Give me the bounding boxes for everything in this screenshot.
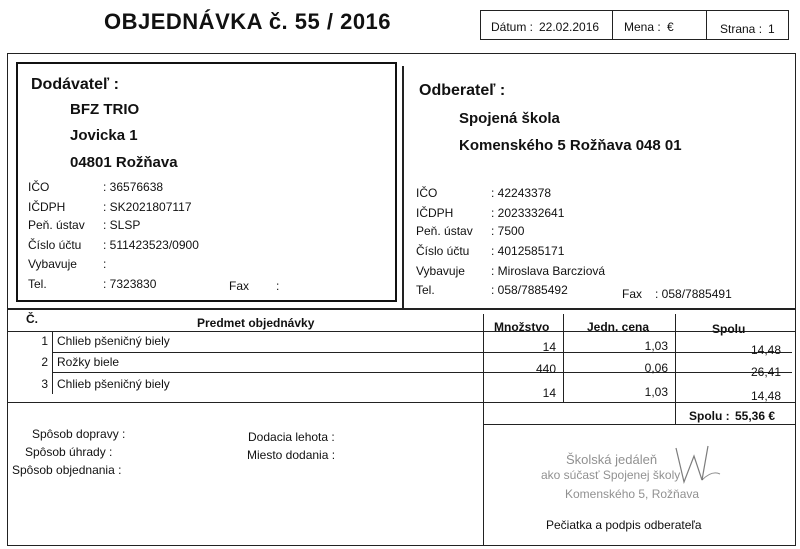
supplier-field-label: Peň. ústav [28,218,85,232]
customer-field-value: : Miroslava Barcziová [491,264,606,278]
table-row-no: 1 [41,334,48,348]
customer-field-label: Tel. [416,283,435,297]
customer-field-label: IČDPH [416,206,454,220]
page-value: 1 [768,22,775,36]
stamp-line-3: Komenského 5, Rožňava [565,487,700,501]
table-header-rule [8,331,795,332]
signature-mark [668,440,728,490]
table-row-item: Chlieb pšeničný biely [57,377,170,391]
customer-fax-label: Fax [622,287,643,301]
document-title: OBJEDNÁVKA č. 55 / 2016 [104,9,392,34]
date-value: 22.02.2016 [539,20,600,34]
table-row-item: Chlieb pšeničný biely [57,334,170,348]
table-row-no: 3 [41,377,48,391]
delivery-term-label: Dodacia lehota : [248,430,335,444]
table-row-qty: 14 [542,386,556,400]
table-row-unit-price: 1,03 [644,385,668,399]
customer-field-value: : 058/7885492 [491,283,568,297]
transport-label: Spôsob dopravy : [32,427,126,441]
table-row-total: 14,48 [750,343,781,357]
supplier-field-label: IČDPH [28,200,66,214]
customer-field-value: : 2023332641 [491,206,565,220]
date-label: Dátum : [491,20,534,34]
table-row-no: 2 [41,355,48,369]
table-header-no: Č. [26,312,38,326]
supplier-fax-label: Fax [229,279,250,293]
customer-address: Komenského 5 Rožňava 048 01 [459,137,682,154]
currency-label: Mena : [624,20,661,34]
signature-divider [483,402,484,545]
table-col-total-rule [675,314,676,424]
table-header-qty: Množstvo [494,320,550,334]
supplier-field-value: : [103,257,107,271]
currency-value: € [667,20,674,34]
page-label: Strana : [720,22,763,36]
supplier-field-value: : SK2021807117 [103,200,192,214]
stamp-line-2: ako súčasť Spojenej školy [541,468,681,482]
table-col-qty-rule [483,314,484,402]
table-header-unit-price: Jedn. cena [587,320,650,334]
signature-label: Pečiatka a podpis odberateľa [546,518,702,532]
customer-divider [402,66,404,309]
supplier-field-label: IČO [28,180,50,194]
table-row-item: Rožky biele [57,355,120,369]
supplier-field-label: Číslo účtu [28,238,82,252]
order-method-label: Spôsob objednania : [12,463,122,477]
supplier-heading: Dodávateľ : [31,76,119,93]
stamp-line-1: Školská jedáleň [566,452,658,467]
supplier-fax-value: : [276,279,280,293]
supplier-field-label: Vybavuje [28,257,77,271]
customer-field-label: Vybavuje [416,264,465,278]
customer-fax-value: : 058/7885491 [655,287,732,301]
customer-name: Spojená škola [459,110,560,127]
customer-heading: Odberateľ : [419,82,506,99]
table-row-unit-price: 0,06 [644,361,668,375]
sum-label: Spolu : [689,409,730,423]
table-header-item: Predmet objednávky [197,316,315,330]
customer-field-label: IČO [416,186,438,200]
delivery-place-label: Miesto dodania : [247,448,336,462]
table-top-rule [8,308,795,310]
table-row-qty: 440 [535,362,556,376]
supplier-city: 04801 Rožňava [70,154,178,171]
table-row2-rule [52,372,792,373]
table-header-total: Spolu [712,322,746,336]
supplier-street: Jovicka 1 [70,127,138,144]
table-col-no-rule [52,331,53,394]
customer-field-label: Číslo účtu [416,244,470,258]
customer-field-value: : 4012585171 [491,244,565,258]
supplier-name: BFZ TRIO [70,101,140,118]
table-row3-rule [8,402,795,403]
supplier-field-value: : 36576638 [103,180,164,194]
customer-field-value: : 42243378 [491,186,552,200]
supplier-field-value: : 511423523/0900 [103,238,199,252]
payment-label: Spôsob úhrady : [25,445,113,459]
customer-field-label: Peň. ústav [416,224,473,238]
table-row-total: 26,41 [750,365,781,379]
table-sum-rule [483,424,795,425]
customer-field-value: : 7500 [491,224,525,238]
supplier-field-value: : SLSP [103,218,141,232]
table-row1-rule [52,352,792,353]
table-col-price-rule [563,314,564,402]
sum-value: 55,36 € [735,409,776,423]
table-row-qty: 14 [542,340,556,354]
table-row-total: 14,48 [750,389,781,403]
table-row-unit-price: 1,03 [644,339,668,353]
supplier-field-value: : 7323830 [103,277,157,291]
supplier-field-label: Tel. [28,277,47,291]
